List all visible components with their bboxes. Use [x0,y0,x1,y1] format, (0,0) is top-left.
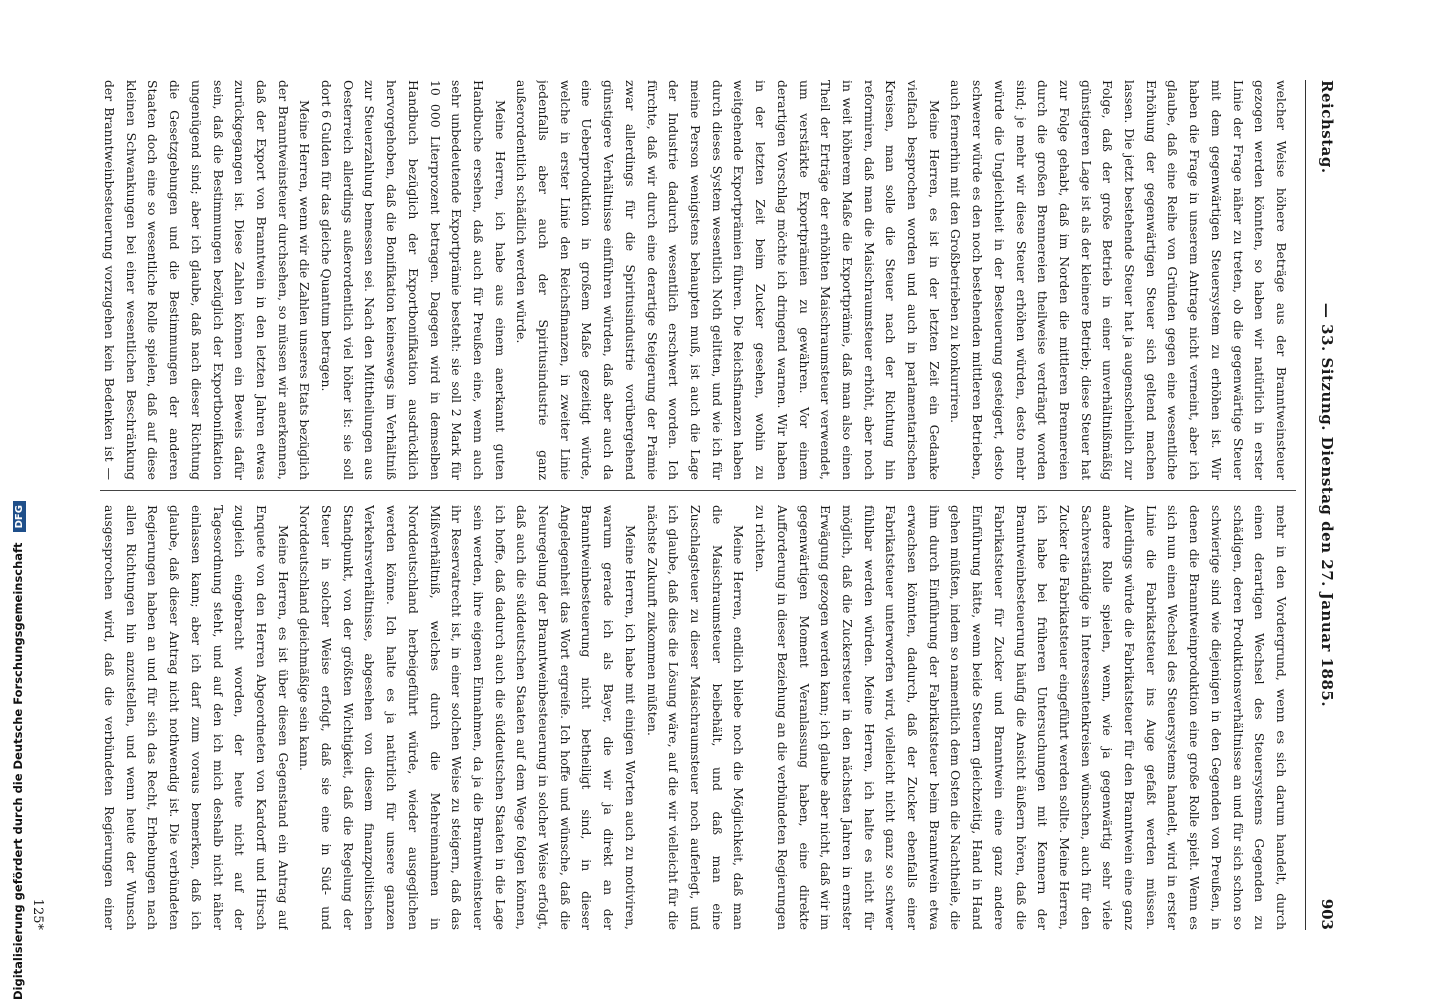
dfg-logo-icon: DFG [13,501,26,532]
paragraph: welcher Weise höhere Beträge aus der Branntweinsteuer gezogen werden könnten, so haben wir natürlich in erster Linie der Frage näher zu treten, ob die gegenwärtige Steuer mit dem gegenwärtigen Steuersystem zu erhöhen ist. Wir haben die Frage in unserem Antrage nicht verneint, aber ich glaube, daß eine Reihe von Gründen gegen eine wesentliche Erhöhung der gegenwärtigen Steuer sich geltend machen lassen. Die jetzt bestehende Steuer hat ja augenscheinlich zur Folge, daß der große Betrieb in einer unverhältnißmäßig günstigeren Lage ist als der kleinere Betrieb; diese Steuer hat zur Folge gehabt, daß im Norden die mittleren Brennereien durch die großen Brennereien theilweise verdrängt worden sind; je mehr wir diese Steuer erhöhen würden, desto mehr würde die Ungleichheit in der Besteuerung gesteigert, desto schwerer würde es den noch bestehenden mittleren Betrieben, auch fernerhin mit den Großbetrieben zu konkurriren. [948,80,1289,480]
credit-text: Digitalisierung gefördert durch die Deutsche Forschungsgemeinschaft [11,542,25,1000]
dfg-credit-strip [8,60,26,1000]
paragraph: Meine Herren, ich habe mit einigen Worten auch zu motiviren, warum gerade ich als Bayer, die wir ja direkt an der Branntweinbesteuerung nicht betheiligt sind, in dieser Angelegenheit das Wort ergreife. Ich hoffe und wünsche, daß die Neuregelung der Branntweinbesteuerung in solcher Weise erfolgt, daß auch die süddeutschen Staaten auf dem Wege folgen können, ich hoffe, daß dadurch auch die süddeutschen Staaten in die Lage sein werden, ihre eigenen Einnahmen, da ja die Branntweinsteuer ihr Reservatrecht ist, in einer solchen Weise zu steigern, daß das Mißverhältniß, welches durch die Mehreinnahmen in Norddeutschland herbeigeführt würde, wieder ausgeglichen werden könne. Ich halte es ja natürlich für unsere ganzen Verkehrsverhältnisse, abgesehen von diesem finanzpolitischen Standpunkt, von der größten Wichtigkeit, daß die Regelung der Steuer in solcher Weise erfolgt, daß sie eine in Süd- und Norddeutschland gleichmäßige sein kann. [297,505,638,930]
page-header [1310,80,1342,930]
column-divider [100,490,1296,491]
paragraph: Meine Herren, ich habe aus einem anerkannt guten Handbuche ersehen, daß auch für Preußen eine, wenn auch sehr unbedeutende Exportprämie besteht: sie soll 2 Mark für 10 000 Literprozent betragen. Dagegen wird in demselben Handbuch bezüglich der Exportbonifikation ausdrücklich hervorgehoben, daß die Bonifikation keineswegs im Verhältniß zur Steuerzahlung bemessen sei. Nach den Mittheilungen aus Oesterreich allerdings außerordentlich viel höher ist: sie soll dort 6 Gulden für das gleiche Quantum betragen. [319,80,508,480]
paragraph: mehr in den Vordergrund, wenn es sich darum handelt, durch einen derartigen Wechsel des Steuersystems Gegenden zu schädigen, deren Produktionsverhältnisse an und für sich schon so schwierige sind wie diejenigen in den Gegenden von Preußen, in denen die Branntweinproduktion eine große Rolle spielt. Wenn es sich nun einen Wechsel des Steuersystems handelt, wird in erster Linie die Fabrikatsteuer ins Auge gefaßt werden müssen. Allerdings würde die Fabrikatsteuer für den Branntwein eine ganz andere Rolle spielen, wenn, wie ja gegenwärtig sehr viele Sachverständige in Interessentenkreisen wünschen, auch für den Zucker die Fabrikatsteuer eingeführt werden sollte. Meine Herren, ich habe bei früheren Untersuchungen mit Kennern der Branntweinbesteuerung häufig die Ansicht äußern hören, daß die Fabrikatsteuer für Zucker und Branntwein eine ganz andere Einführung hätte, wenn beide Steuern gleichzeitig, Hand in Hand gehen müßten, indem so namentlich dem Osten die Nachtheile, die ihm durch Einführung der Fabrikatsteuer beim Branntwein etwa erwachsen könnten, dadurch, daß der Zucker ebenfalls einer Fabrikatsteuer unterworfen wird, vielleicht nicht ganz so schwer fühlbar werden würden. Meine Herren, ich halte es nicht für möglich, daß die Zuckersteuer in den nächsten Jahren in ernster Erwägung gezogen werden kann; ich glaube aber nicht, daß wir im gegenwärtigen Moment Veranlassung haben, eine direkte Aufforderung in dieser Beziehung an die verbündeten Regierungen zu richten. [753,505,1289,930]
paragraph: Meine Herren, wenn wir die Zahlen unseres Etats bezüglich der Branntweinsteuer durchsehen, so müssen wir anerkennen, daß der Export von Branntwein in den letzten Jahren etwas zurückgegangen ist. Diese Zahlen können ein Beweis dafür sein, daß die Bestimmungen bezüglich der Exportbonifikation ungenügend sind; aber ich glaube, daß nach dieser Richtung die Gesetzgebungen und die Bestimmungen der anderen Staaten doch eine so wesentliche Rolle spielen, daß auf diese kleinen Schwankungen bei einer wesentlichen Beschränkung der Branntweinbesteuerung vorzugehen kein Bedenken ist — [102,80,313,480]
credit-line [11,501,26,1000]
paragraph: Meine Herren, endlich bliebe noch die Möglichkeit, daß man die Maischraumsteuer beibehält, und daß man eine Zuschlagsteuer zu dieser Maischraumsteuer noch auferlegt, und ich glaube, daß dies die Lösung wäre, auf die wir vielleicht für die nächste Zukunft zukommen müßten. [644,505,747,930]
left-column [100,80,1292,480]
sheet-mark: 125* [30,898,45,930]
header-title: Reichstag. [1318,80,1336,174]
paragraph: Meine Herren, es ist in der letzten Zeit ein Gedanke vielfach besprochen worden und auch in parlamentarischen Kreisen, man solle die Steuer nach der Richtung hin reformiren, daß man die Maischraumsteuer erhöht, aber noch in weit höherem Maße die Exportprämie, daß man also einen Theil der Erträge der erhöhten Maischraumsteuer verwendet, um verstärkte Exportprämien zu gewähren. Vor einem derartigen Vorschlag möchte ich dringend warnen. Wir haben in der letzten Zeit beim Zucker gesehen, wohin zu weitgehende Exportprämien führen. Die Reichsfinanzen haben durch dieses System wesentlich Noth gelitten, und wie ich für meine Person wenigstens behaupten muß, ist auch die Lage der Industrie dadurch wesentlich erschwert worden. Ich fürchte, daß wir durch eine derartige Steigerung der Prämie zwar allerdings für die Spiritusindustrie vorübergehend günstigere Verhältnisse einführen würden, daß aber auch da eine Ueberproduktion in großem Maße gezeitigt würde, welche in erster Linie den Reichsfinanzen, in zweiter Linie jedenfalls aber auch der Spiritusindustrie ganz außerordentlich schädlich werden würde. [514,80,942,480]
page-number: 903 [1318,898,1336,930]
paragraph: Meine Herren, es ist über diesen Gegenstand ein Antrag auf Enquete von den Herren Abgeordneten von Kardorff und Hirsch zugleich eingebracht worden, der heute nicht auf der Tagesordnung steht, und auf den ich mich deshalb nicht näher einlassen kann; aber ich darf zum voraus bemerken, daß ich glaube, daß dieser Antrag nicht nothwendig ist. Die verbündeten Regierungen haben an und für sich das Recht, Erhebungen nach allen Richtungen hin anzustellen, und wenn heute der Wunsch ausgesprochen wird, daß die verbündeten Regierungen einer [102,505,291,930]
right-column [100,505,1292,930]
header-rule [1305,80,1306,930]
header-session-date: — 33. Sitzung. Dienstag den 27. Januar 1885. [1318,302,1336,708]
